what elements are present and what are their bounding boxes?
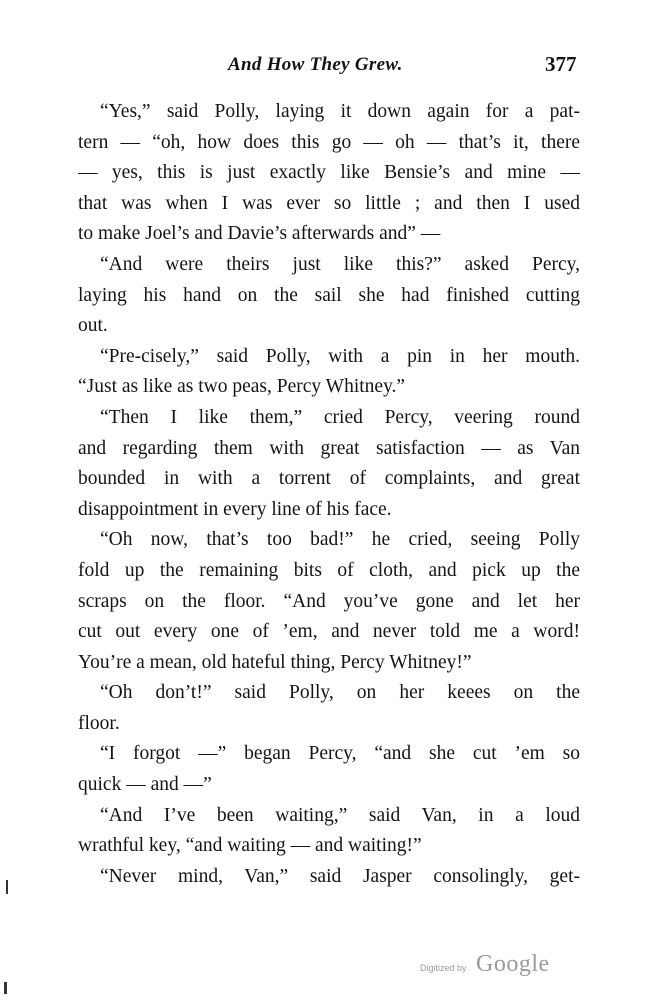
- text-line: tern — “oh, how does this go — oh — that’s it, there: [78, 131, 580, 153]
- text-line: bounded in with a torrent of complaints, and great: [78, 468, 580, 490]
- text-line: floor.: [78, 712, 120, 734]
- text-line: — yes, this is just exactly like Bensie’s and mine —: [78, 162, 580, 184]
- text-line: that was when I was ever so little ; and then I used: [78, 192, 580, 214]
- text-line: and regarding them with great satisfaction — as Van: [78, 437, 580, 459]
- text-line: “And were theirs just like this?” asked Percy,: [100, 253, 580, 275]
- text-line: “Pre-cisely,” said Polly, with a pin in her mouth.: [100, 345, 580, 367]
- body-text: [78, 97, 580, 892]
- text-line: “Oh now, that’s too bad!” he cried, seeing Polly: [100, 529, 580, 551]
- text-line: “I forgot —” began Percy, “and she cut ’em so: [100, 743, 580, 765]
- text-line: disappointment in every line of his face.: [78, 498, 392, 520]
- page-number: 377: [545, 52, 577, 76]
- text-line: to make Joel’s and Davie’s afterwards and” —: [78, 223, 441, 245]
- digitized-by-watermark: [420, 951, 570, 981]
- text-line: “Yes,” said Polly, laying it down again for a pat-: [100, 101, 580, 122]
- scan-edge-mark: [6, 880, 8, 894]
- text-line: laying his hand on the sail she had finished cutting: [78, 284, 580, 306]
- watermark-brand: Google: [476, 951, 550, 977]
- text-line: You’re a mean, old hateful thing, Percy Whitney!”: [78, 651, 472, 673]
- text-line: fold up the remaining bits of cloth, and pick up the: [78, 559, 580, 581]
- scan-edge-mark: [4, 982, 7, 994]
- watermark-prefix: Digitized by: [420, 963, 467, 973]
- text-line: “And I’ve been waiting,” said Van, in a loud: [100, 804, 580, 826]
- text-line: scraps on the floor. “And you’ve gone and let her: [78, 590, 580, 612]
- text-line: “Then I like them,” cried Percy, veering round: [100, 406, 580, 428]
- text-line: quick — and —”: [78, 774, 212, 796]
- text-line: out.: [78, 315, 108, 337]
- text-line: “Just as like as two peas, Percy Whitney.”: [78, 376, 406, 398]
- text-line: “Never mind, Van,” said Jasper consolingly, get-: [100, 865, 580, 887]
- running-title: And How They Grew.: [228, 54, 403, 75]
- running-header: [0, 52, 667, 82]
- text-line: cut out every one of ’em, and never told me a word!: [78, 621, 580, 643]
- text-line: wrathful key, “and waiting — and waiting!”: [78, 835, 422, 857]
- text-line: “Oh don’t!” said Polly, on her keees on the: [100, 682, 580, 704]
